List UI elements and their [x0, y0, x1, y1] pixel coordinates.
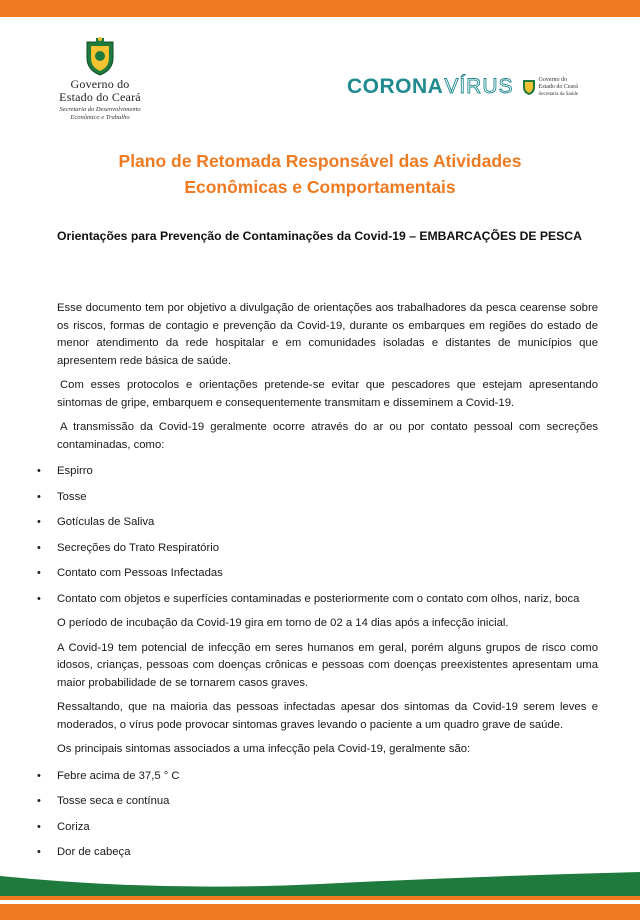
footer-wave-decoration — [0, 866, 640, 900]
page-title — [60, 148, 580, 200]
symptom-item: • Febre acima de 37,5 ° C — [57, 768, 598, 786]
list-item: • Contato com objetos e superfícies contaminadas e posteriormente com o contato com olhos, nariz, boca — [57, 591, 598, 609]
paragraph-severity: Ressaltando, que na maioria das pessoas infectadas apesar dos sintomas da Covid-19 serem leves e moderados, o vírus pode provocar sintomas graves levando o paciente a um quadro grave de saúde. — [57, 701, 598, 731]
list-item: • Gotículas de Saliva — [57, 514, 598, 532]
gov-name-line2: Estado do Ceará — [59, 90, 141, 104]
small-gov-line2: Estado do Ceará — [538, 83, 578, 90]
paragraph-protocols: Com esses protocolos e orientações pretende-se evitar que pescadores que estejam apresentando sintomas de gripe, embarquem e consequentemente transmitam e disseminem a Covid-19. — [57, 379, 598, 409]
symptom-item: • Dor de cabeça — [57, 844, 598, 862]
gov-name-line1: Governo do — [70, 77, 130, 91]
footer-orange-bar — [0, 904, 640, 920]
small-gov-line3: Secretaria da Saúde — [538, 91, 578, 97]
paragraph-risk-groups: A Covid-19 tem potencial de infecção em seres humanos em geral, porém alguns grupos de risco como idosos, crianças, pessoas com doenças crônicas e pessoas com doenças preexistentes apresentam uma maior probabilidade de se tornarem casos graves. — [57, 641, 598, 689]
gov-secretaria-line2: Econômico e Trabalho — [70, 113, 130, 121]
coronavirus-campaign-logo — [347, 72, 578, 102]
symptom-item: • Tosse seca e contínua — [57, 793, 598, 811]
list-item: • Tosse — [57, 489, 598, 507]
document-subtitle: Orientações para Prevenção de Contaminações da Covid-19 – EMBARCAÇÕES DE PESCA — [57, 229, 582, 243]
paragraph-incubation: O período de incubação da Covid-19 gira em torno de 02 a 14 dias após a infecção inicial. — [57, 617, 509, 629]
government-logo — [40, 36, 160, 136]
small-government-logo — [522, 77, 578, 98]
list-item: • Secreções do Trato Respiratório — [57, 540, 598, 558]
paragraph-objective: Esse documento tem por objetivo a divulgação de orientações aos trabalhadores da pesca cearense sobre os riscos, formas de contagio e prevenção da Covid-19, durante os embarques em regiões do estado de menor atendimento da rede hospitalar e em comunidades isoladas e distantes de municípios que apresentem rede básica de saúde. — [57, 302, 598, 367]
small-gov-line1: Governo do — [538, 76, 568, 83]
list-item: • Espirro — [57, 463, 598, 481]
corona-word: CORONA — [347, 75, 444, 98]
paragraph-symptoms-intro: Os principais sintomas associados a uma infecção pela Covid-19, geralmente são: — [57, 743, 471, 755]
virus-word: VÍRUS — [444, 75, 514, 98]
paragraph-transmission: A transmissão da Covid-19 geralmente ocorre através do ar ou por contato pessoal com secreções contaminadas, como: — [57, 421, 598, 451]
small-crest-icon — [522, 78, 536, 96]
document-body — [57, 300, 598, 862]
page-title-line1: Plano de Retomada Responsável das Atividades — [118, 151, 522, 171]
page-title-line2: Econômicas e Comportamentais — [184, 177, 456, 197]
gov-secretaria-line1: Secretaria do Desenvolvimento — [59, 106, 141, 113]
ceara-crest-icon — [83, 36, 117, 76]
symptom-item: • Coriza — [57, 819, 598, 837]
top-orange-bar — [0, 0, 640, 17]
list-item: • Contato com Pessoas Infectadas — [57, 565, 598, 583]
